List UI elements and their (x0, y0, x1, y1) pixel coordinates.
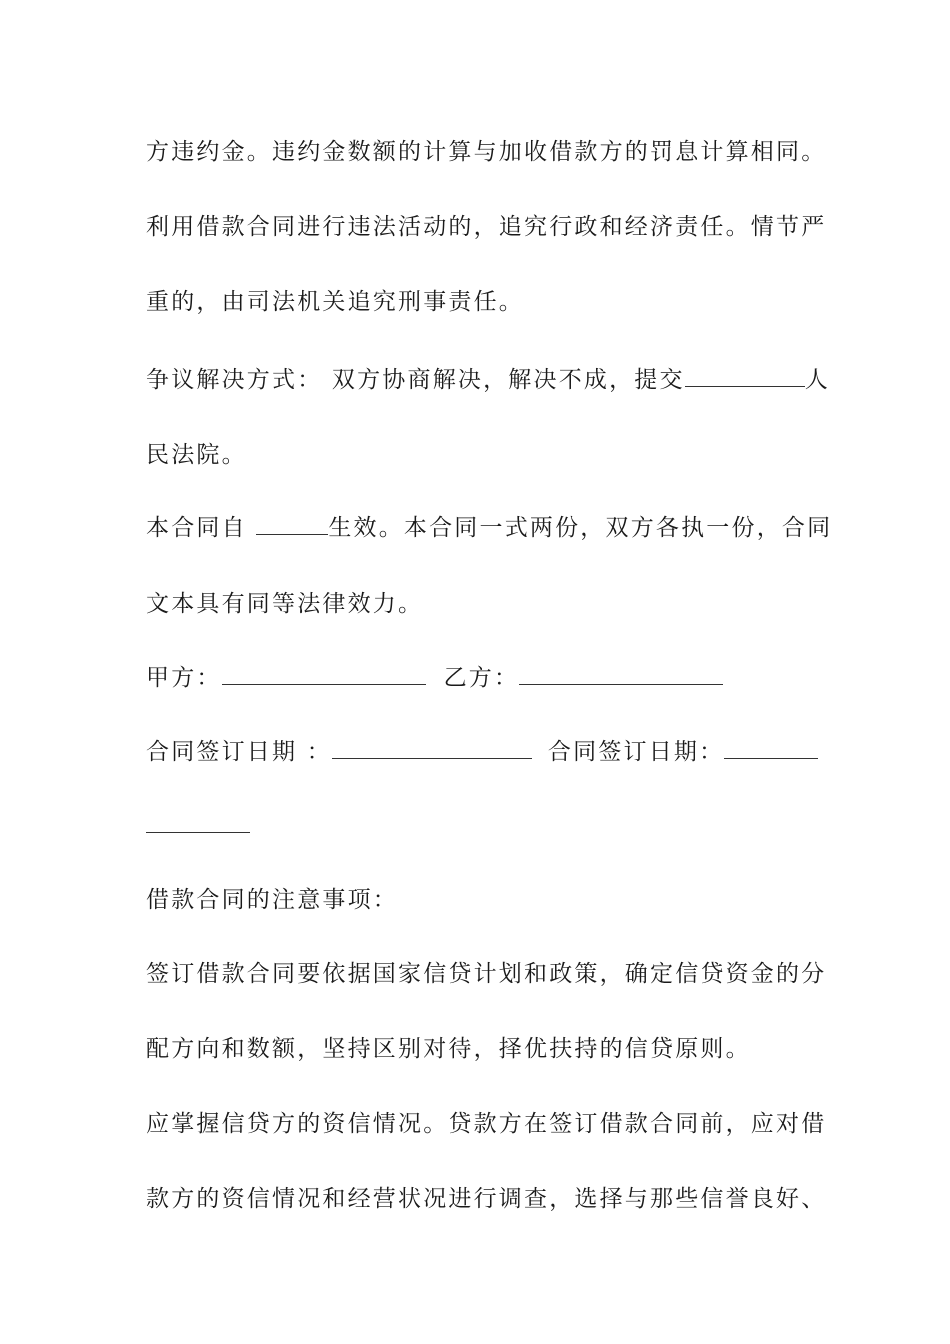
paragraph-line: 款方的资信情况和经营状况进行调查，选择与那些信誉良好、 (146, 1186, 827, 1212)
dispute-suffix: 人 (804, 367, 830, 393)
effective-date-line (146, 512, 833, 544)
party-b-blank[interactable] (519, 662, 723, 685)
sign-date-a-blank[interactable] (332, 736, 532, 759)
court-name-blank[interactable] (685, 364, 805, 387)
party-a-label: 甲方： (146, 665, 222, 691)
paragraph-line: 利用借款合同进行违法活动的，追究行政和经济责任。情节严 (146, 214, 827, 240)
dispute-prefix: 争议解决方式： 双方协商解决，解决不成，提交 (146, 367, 685, 393)
signature-line (146, 662, 810, 694)
sign-date-b-blank[interactable] (724, 736, 818, 759)
paragraph-line: 文本具有同等法律效力。 (146, 591, 424, 617)
sign-date-continuation-blank[interactable] (146, 832, 250, 833)
effect-prefix: 本合同自 (146, 515, 257, 541)
sign-date-a-label: 合同签订日期 ： (146, 739, 332, 765)
paragraph-line: 签订借款合同要依据国家信贷计划和政策，确定信贷资金的分 (146, 961, 827, 987)
party-a-blank[interactable] (222, 662, 426, 685)
effect-suffix: 生效。本合同一式两份，双方各执一份，合同 (328, 515, 833, 541)
notes-heading: 借款合同的注意事项： (146, 887, 398, 913)
party-b-label: 乙方： (443, 665, 520, 691)
effective-date-blank[interactable] (256, 512, 328, 535)
paragraph-line: 配方向和数额，坚持区别对待，择优扶持的信贷原则。 (146, 1036, 751, 1062)
sign-date-line (146, 736, 810, 768)
paragraph-line: 重的，由司法机关追究刑事责任。 (146, 289, 524, 315)
paragraph-line: 民法院。 (146, 442, 247, 468)
sign-date-b-label: 合同签订日期： (547, 739, 725, 765)
paragraph-line: 应掌握信贷方的资信情况。贷款方在签订借款合同前，应对借 (146, 1111, 827, 1137)
dispute-resolution-line (146, 364, 830, 396)
paragraph-line: 方违约金。违约金数额的计算与加收借款方的罚息计算相同。 (146, 139, 827, 165)
